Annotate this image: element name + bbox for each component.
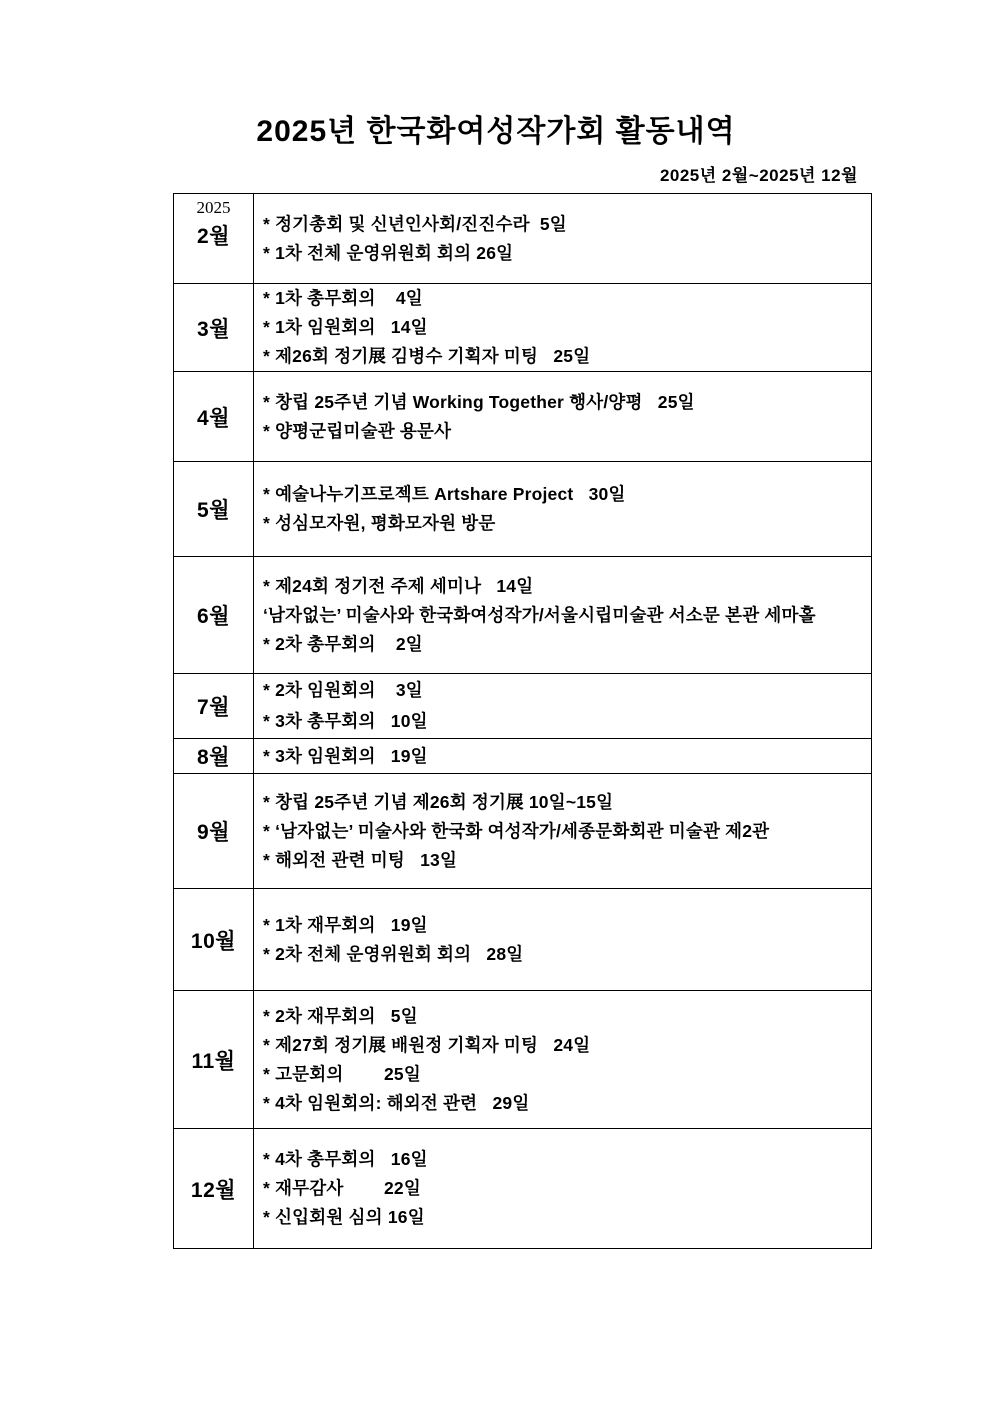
activity-item: * 재무감사 22일 [263, 1178, 421, 1198]
month-label: 11월 [191, 1049, 236, 1073]
activity-item: * 해외전 관련 미팅 13일 [263, 849, 458, 870]
activity-table [173, 193, 872, 1249]
month-cell [174, 889, 254, 990]
activity-item: * 4차 총무회의 16일 [263, 1149, 428, 1169]
activity-item: * 1차 재무회의 19일 [263, 914, 428, 935]
table-row [174, 372, 871, 462]
month-cell [174, 774, 254, 888]
activity-item: * 정기총회 및 신년인사회/진진수라 5일 [263, 213, 567, 234]
month-label: 4월 [197, 406, 230, 430]
activity-cell [254, 557, 871, 673]
activity-cell [254, 372, 871, 461]
activity-cell [254, 991, 871, 1128]
month-label: 7월 [197, 696, 230, 719]
activity-item: * 2차 재무회의 5일 [263, 1005, 418, 1026]
activity-item: * 성심모자원, 평화모자원 방문 [263, 513, 496, 533]
table-row [174, 991, 871, 1129]
activity-item: * 신입회원 심의 16일 [263, 1207, 425, 1227]
activity-cell [254, 284, 871, 371]
activity-cell [254, 774, 871, 888]
table-row [174, 284, 871, 372]
activity-item: * 2차 전체 운영위원회 회의 28일 [263, 943, 524, 964]
month-label: 8월 [197, 746, 230, 769]
table-row [174, 557, 871, 674]
activity-item: * 창립 25주년 기념 제26회 정기展 10일~15일 [263, 791, 614, 812]
month-cell [174, 1129, 254, 1248]
table-row [174, 674, 871, 739]
activity-item: * 제24회 정기전 주제 세미나 14일 [263, 575, 534, 596]
activity-item: * 1차 임원회의 14일 [263, 317, 428, 337]
activity-item: * 창립 25주년 기념 Working Together 행사/양평 25일 [263, 391, 695, 412]
activity-item: * 3차 총무회의 10일 [263, 711, 428, 731]
activity-cell [254, 462, 871, 556]
month-label: 5월 [197, 499, 230, 522]
month-cell [174, 194, 254, 283]
table-row [174, 739, 871, 774]
month-label: 6월 [197, 605, 230, 628]
year-label: 2025 [196, 198, 231, 217]
month-label: 12월 [190, 1178, 237, 1202]
activity-item: * 1차 총무회의 4일 [263, 288, 423, 308]
activity-item: * 2차 임원회의 3일 [263, 680, 423, 700]
activity-item: * 양평군립미술관 용문사 [263, 420, 452, 441]
month-cell [174, 991, 254, 1128]
date-range-label: 2025년 2월~2025년 12월 [659, 166, 858, 185]
activity-item: * 제26회 정기展 김병수 기획자 미팅 25일 [263, 346, 591, 366]
month-cell [174, 372, 254, 461]
activity-item: * 1차 전체 운영위원회 회의 26일 [263, 242, 514, 263]
activity-item: * 3차 임원회의 19일 [263, 746, 428, 766]
table-row [174, 462, 871, 557]
month-cell [174, 674, 254, 738]
activity-cell [254, 194, 871, 283]
activity-cell [254, 739, 871, 773]
activity-item: * 고문회의 25일 [263, 1063, 421, 1084]
activity-item: * ‘남자없는’ 미술사와 한국화 여성작가/세종문화회관 미술관 제2관 [263, 820, 770, 841]
activity-cell [254, 1129, 871, 1248]
table-row [174, 774, 871, 889]
month-cell [174, 557, 254, 673]
month-cell [174, 739, 254, 773]
activity-cell [254, 674, 871, 738]
month-cell [174, 462, 254, 556]
activity-item: * 4차 임원회의: 해외전 관련 29일 [263, 1092, 530, 1113]
table-row [174, 1129, 871, 1248]
activity-item: * 예술나누기프로젝트 Artshare Project 30일 [263, 484, 626, 504]
table-row [174, 889, 871, 991]
month-label: 2월 [197, 225, 230, 248]
activity-item: ‘남자없는’ 미술사와 한국화여성작가/서울시립미술관 서소문 본관 세마홀 [263, 604, 816, 625]
activity-cell [254, 889, 871, 990]
month-label: 10월 [190, 929, 237, 953]
month-label: 3월 [197, 317, 230, 341]
activity-item: * 2차 총무회의 2일 [263, 633, 423, 654]
table-row [174, 194, 871, 284]
month-cell [174, 284, 254, 371]
activity-item: * 제27회 정기展 배원정 기획자 미팅 24일 [263, 1034, 591, 1055]
page-title: 2025년 한국화여성작가회 활동내역 [256, 115, 736, 148]
month-label: 9월 [197, 821, 230, 844]
